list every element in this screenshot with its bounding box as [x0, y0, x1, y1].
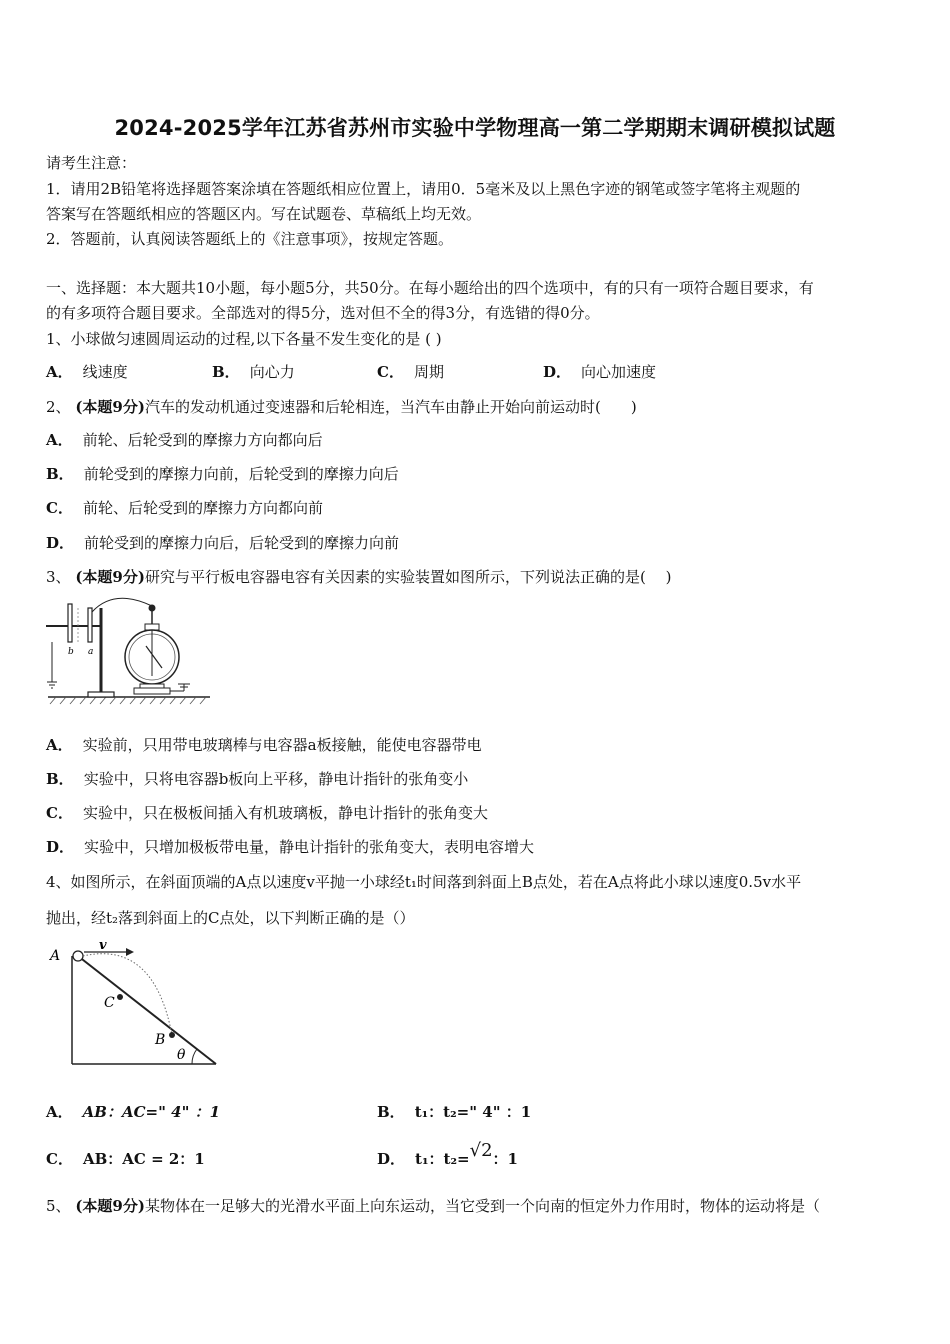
question-3-stem [46, 566, 671, 587]
notice-heading: 请考生注意： [46, 154, 137, 172]
plate-b-label: b [68, 647, 74, 657]
option-text: 前轮受到的摩擦力向后，后轮受到的摩擦力向前 [84, 534, 400, 552]
option-label: A． [46, 1103, 73, 1121]
angle-theta-label: θ [177, 1047, 186, 1063]
question-2-stem [46, 396, 637, 417]
notice-line-2: 2．答题前，认真阅读答题纸上的《注意事项》，按规定答题。 [46, 230, 454, 248]
question-text: 研究与平行板电容器电容有关因素的实验装置如图所示，下列说法正确的是( ) [144, 568, 672, 586]
q2-option-d [46, 532, 399, 553]
sqrt-two: √2 [469, 1140, 493, 1161]
question-4-stem-line-2: 抛出，经t₂落到斜面上的C点处，以下判断正确的是（） [46, 909, 415, 927]
option-label: B． [46, 770, 74, 788]
question-score: (本题9分) [75, 568, 145, 586]
section-line-2: 的有多项符合题目要求。全部选对的得5分，选对但不全的得3分，有选错的得0分。 [46, 304, 600, 322]
q3-option-a [46, 734, 482, 755]
section-line-1: 一、选择题：本大题共10小题，每小题5分，共50分。在每小题给出的四个选项中，有的只有一项符合题目要求，有 [46, 279, 814, 297]
q1-option-b [212, 361, 295, 382]
q1-option-c [377, 361, 444, 382]
point-b-label: B [155, 1032, 166, 1048]
option-label: D． [377, 1150, 406, 1168]
option-text: t₁：t₂= [415, 1150, 470, 1168]
option-label: C． [377, 363, 404, 381]
option-text: 实验前，只用带电玻璃棒与电容器a板接触，能使电容器带电 [82, 736, 482, 754]
option-text: 周期 [413, 363, 444, 381]
question-1-stem: 1、小球做匀速圆周运动的过程,以下各量不发生变化的是 ( ) [46, 330, 442, 348]
q4-option-d [377, 1140, 518, 1169]
q3-option-b [46, 768, 468, 789]
q3-option-c [46, 802, 488, 823]
q3-option-d [46, 836, 534, 857]
velocity-label: v [99, 940, 107, 953]
q4-option-a [46, 1101, 220, 1122]
option-label: D． [46, 838, 75, 856]
option-text: AB：AC = 2：1 [82, 1150, 205, 1168]
point-a-label: A [50, 948, 61, 964]
option-text: 实验中，只将电容器b板向上平移，静电计指针的张角变小 [83, 770, 469, 788]
option-label: A． [46, 363, 73, 381]
question-number: 5、 [46, 1197, 71, 1215]
question-text: 某物体在一足够大的光滑水平面上向东运动，当它受到一个向南的恒定外力作用时，物体的运动将是（ [144, 1197, 820, 1215]
option-text: 前轮、后轮受到的摩擦力方向都向前 [82, 499, 323, 517]
q1-option-d [543, 361, 656, 382]
question-score: (本题9分) [75, 1197, 145, 1215]
point-c-label: C [104, 995, 115, 1011]
notice-line-1b: 答案写在答题纸相应的答题区内。写在试题卷、草稿纸上均无效。 [46, 205, 482, 223]
q1-option-a [46, 361, 128, 382]
option-text: 实验中，只在极板间插入有机玻璃板，静电计指针的张角变大 [82, 804, 488, 822]
option-text: 向心加速度 [581, 363, 657, 381]
option-text: t₁：t₂=" 4" ：1 [414, 1103, 532, 1121]
option-label: B． [46, 465, 74, 483]
q4-option-b [377, 1101, 531, 1122]
option-text: AB：AC=" 4" ：1 [82, 1103, 221, 1121]
plate-a-label: a [88, 647, 94, 657]
question-4-stem-line-1: 4、如图所示，在斜面顶端的A点以速度v平抛一小球经t₁时间落到斜面上B点处，若在A点将此小球以速度0.5v水平 [46, 873, 802, 891]
option-text-suffix: ：1 [492, 1150, 518, 1168]
option-label: C． [46, 1150, 73, 1168]
incline-projectile-figure [44, 940, 224, 1070]
q4-option-c [46, 1148, 205, 1169]
question-number: 3、 [46, 568, 71, 586]
option-label: D． [46, 534, 75, 552]
question-text: 汽车的发动机通过变速器和后轮相连，当汽车由静止开始向前运动时( ) [144, 398, 637, 416]
question-number: 2、 [46, 398, 71, 416]
option-label: B． [377, 1103, 405, 1121]
option-label: C． [46, 804, 73, 822]
notice-line-1: 1．请用2B铅笔将选择题答案涂填在答题纸相应位置上，请用0．5毫米及以上黑色字迹的钢笔或签字笔将主观题的 [46, 180, 801, 198]
option-label: C． [46, 499, 73, 517]
question-score: (本题9分) [75, 398, 145, 416]
option-text: 向心力 [249, 363, 295, 381]
option-text: 前轮、后轮受到的摩擦力方向都向后 [82, 431, 323, 449]
option-text: 前轮受到的摩擦力向前，后轮受到的摩擦力向后 [83, 465, 399, 483]
option-label: A． [46, 736, 73, 754]
page-title: 2024-2025学年江苏省苏州市实验中学物理高一第二学期期末调研模拟试题 [114, 116, 836, 140]
question-5-stem [46, 1195, 820, 1216]
option-text: 线速度 [82, 363, 128, 381]
option-text: 实验中，只增加极板带电量，静电计指针的张角变大，表明电容增大 [84, 838, 535, 856]
q2-option-b [46, 463, 399, 484]
q2-option-a [46, 429, 323, 450]
option-label: A． [46, 431, 73, 449]
option-label: D． [543, 363, 572, 381]
option-label: B． [212, 363, 240, 381]
capacitor-electroscope-figure [44, 594, 214, 710]
q2-option-c [46, 497, 323, 518]
